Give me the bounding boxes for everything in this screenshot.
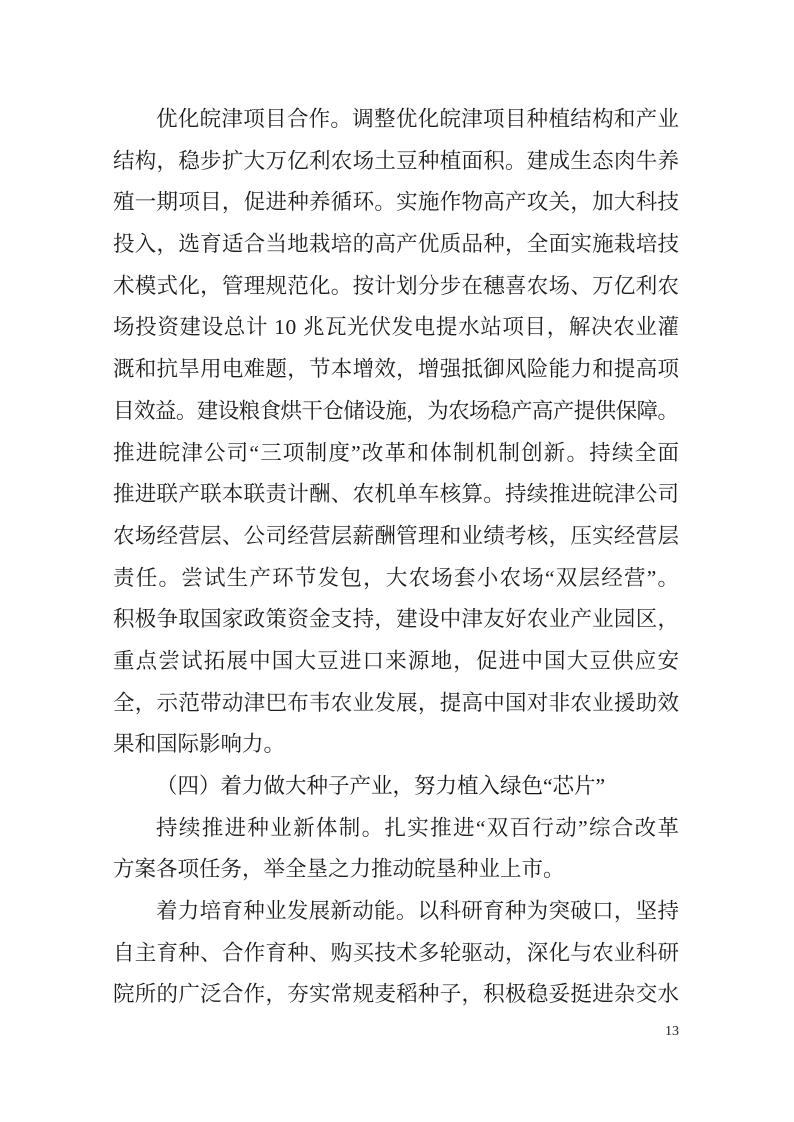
line-text: （四）着力做大种子产业，努力植入绿色“芯片” — [156, 774, 606, 798]
body-text-line — [113, 516, 679, 558]
body-text-line — [113, 224, 679, 266]
line-text: 院所的广泛合作，夯实常规麦稻种子，积极稳妥挺进杂交水 — [113, 982, 680, 1007]
body-text-line — [113, 974, 679, 1016]
body-text-line — [113, 724, 679, 766]
line-text: 殖一期项目，促进种养循环。实施作物高产攻关，加大科技 — [113, 190, 680, 215]
line-text: 着力培育种业发展新动能。以科研育种为突破口，坚持 — [156, 899, 680, 924]
body-text-line — [113, 891, 679, 933]
line-text: 投入，选育适合当地栽培的高产优质品种，全面实施栽培技 — [113, 232, 680, 257]
document-body — [113, 99, 679, 1016]
body-text-line — [113, 391, 679, 433]
page-number: 13 — [665, 1024, 679, 1039]
body-text-line — [113, 474, 679, 516]
line-text: 果和国际影响力。 — [113, 732, 286, 757]
line-text: 责任。尝试生产环节发包，大农场套小农场“双层经营”。 — [113, 565, 681, 590]
body-text-line — [113, 683, 679, 725]
line-text: 术模式化，管理规范化。按计划分步在穗喜农场、万亿利农 — [113, 273, 680, 298]
body-text-line — [113, 808, 679, 850]
body-text-line — [113, 433, 679, 475]
body-text-line — [113, 266, 679, 308]
body-text-line — [113, 558, 679, 600]
line-text: 持续推进种业新体制。扎实推进“双百行动”综合改革 — [156, 815, 681, 840]
body-text-line — [113, 599, 679, 641]
line-text: 积极争取国家政策资金支持，建设中津友好农业产业园区， — [113, 607, 680, 632]
body-text-line — [113, 99, 679, 141]
body-text-line — [113, 641, 679, 683]
line-text: 方案各项任务，举全垦之力推动皖垦种业上市。 — [113, 857, 565, 882]
line-text: 自主育种、合作育种、购买技术多轮驱动，深化与农业科研 — [113, 940, 680, 965]
line-text: 推进联产联本联责计酬、农机单车核算。持续推进皖津公司 — [113, 482, 680, 507]
body-text-line — [113, 849, 679, 891]
body-text-line — [113, 349, 679, 391]
body-text-line — [113, 182, 679, 224]
body-text-line — [113, 933, 679, 975]
line-text: 优化皖津项目合作。调整优化皖津项目种植结构和产业 — [156, 107, 680, 131]
section-heading — [113, 766, 679, 808]
line-text: 目效益。建设粮食烘干仓储设施，为农场稳产高产提供保障。 — [113, 398, 679, 423]
line-text: 农场经营层、公司经营层薪酬管理和业绩考核，压实经营层 — [113, 523, 680, 548]
body-text-line — [113, 307, 679, 349]
body-text-line — [113, 141, 679, 183]
line-text: 溉和抗旱用电难题，节本增效，增强抵御风险能力和提高项 — [113, 357, 680, 382]
line-text: 推进皖津公司“三项制度”改革和体制机制创新。持续全面 — [113, 440, 681, 465]
line-text: 重点尝试拓展中国大豆进口来源地，促进中国大豆供应安 — [113, 648, 681, 673]
line-text: 结构，稳步扩大万亿利农场土豆种植面积。建成生态肉牛养 — [113, 148, 680, 173]
line-text: 场投资建设总计 10 兆瓦光伏发电提水站项目，解决农业灌 — [113, 315, 680, 340]
line-text: 全，示范带动津巴布韦农业发展，提高中国对非农业援助效 — [113, 690, 680, 715]
